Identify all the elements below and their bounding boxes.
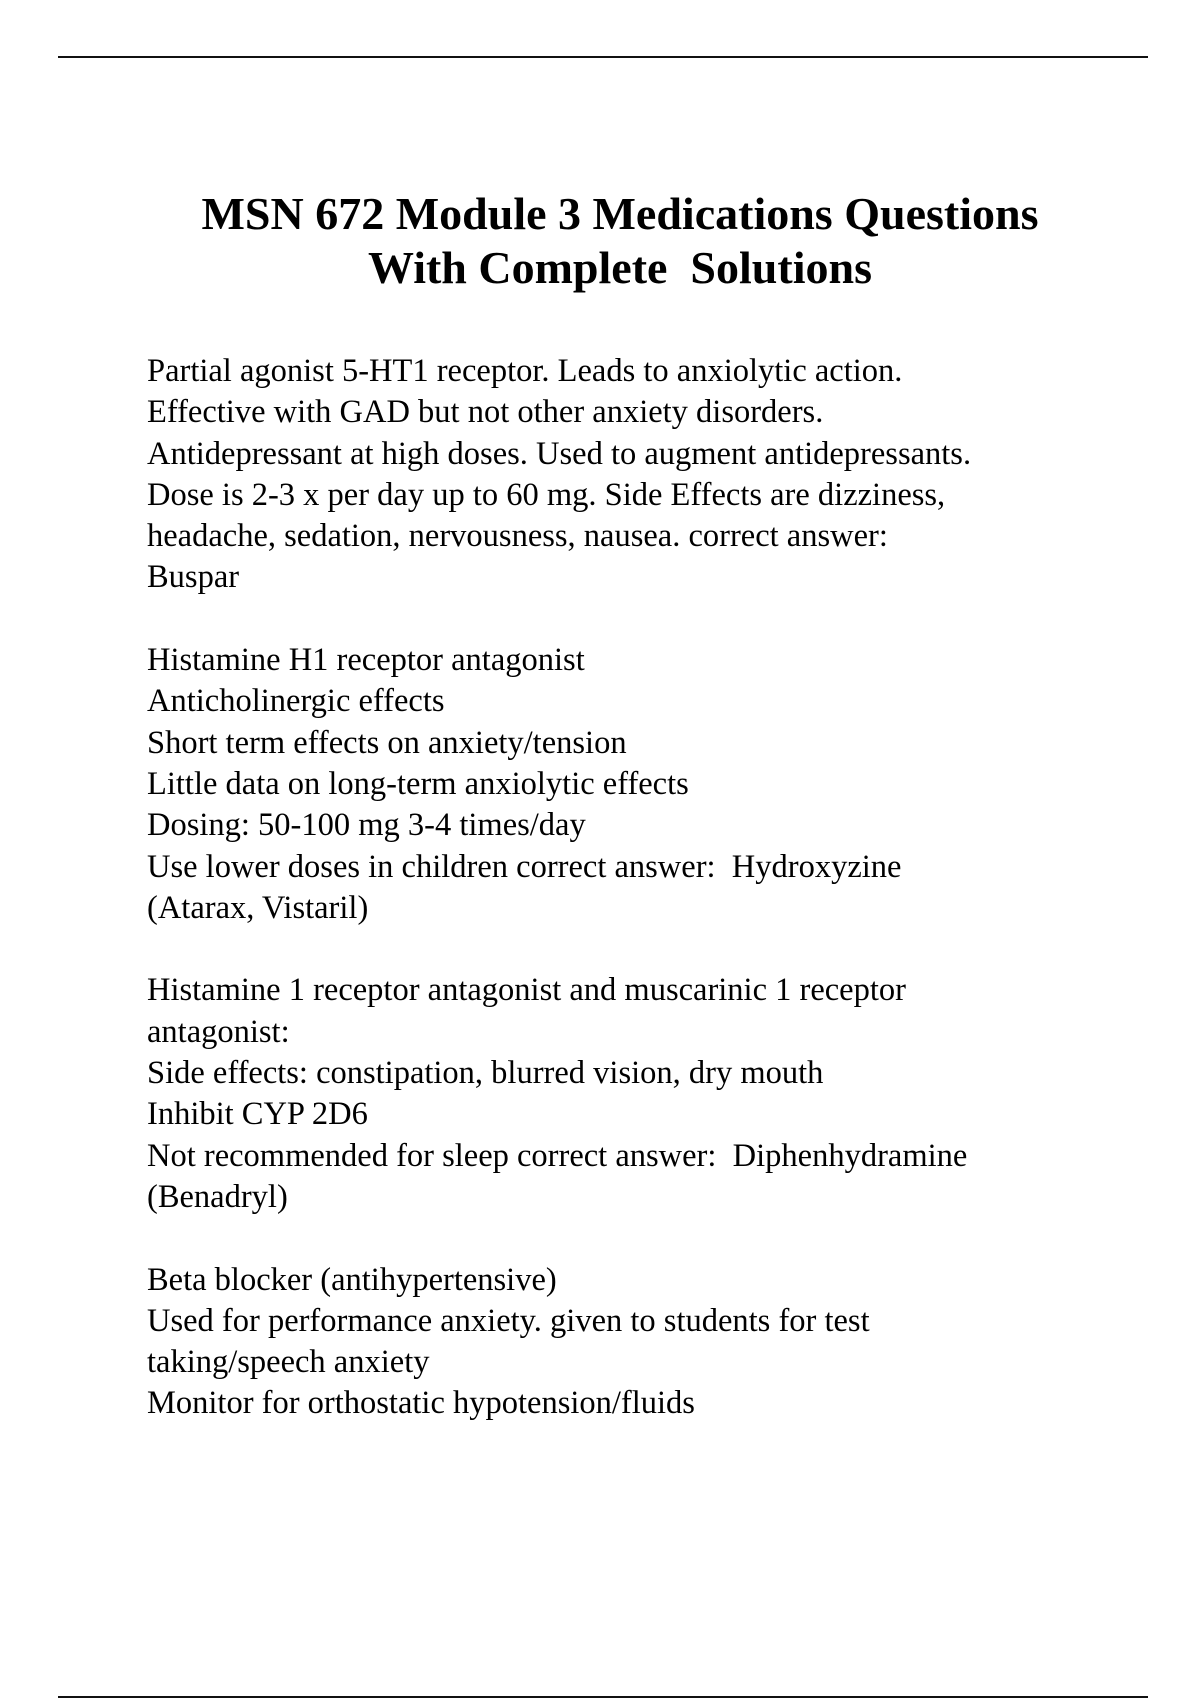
text-line: Monitor for orthostatic hypotension/fluids: [147, 1385, 695, 1422]
blank-line: [147, 1218, 1147, 1259]
text-line: Partial agonist 5-HT1 receptor. Leads to anxiolytic action.: [147, 353, 903, 389]
text-line: Buspar: [147, 559, 240, 596]
text-line: (Atarax, Vistaril): [147, 889, 369, 926]
page-title: [40, 187, 1200, 295]
text-line: (Benadryl): [147, 1178, 288, 1215]
text-line: Histamine H1 receptor antagonist: [147, 642, 585, 679]
text-line: Not recommended for sleep correct answer: Diphenhydramine: [147, 1137, 968, 1174]
text-line: Use lower doses in children correct answer: Hydroxyzine: [147, 848, 902, 885]
text-line: Antidepressant at high doses. Used to augment antidepressants.: [147, 435, 972, 472]
text-line: Effective with GAD but not other anxiety disorders.: [147, 394, 824, 431]
text-line: Used for performance anxiety. given to students for test: [147, 1302, 870, 1339]
text-line: taking/speech anxiety: [147, 1344, 430, 1381]
text-line: Inhibit CYP 2D6: [147, 1096, 368, 1133]
bottom-rule: [58, 1696, 1148, 1698]
text-line: Little data on long-term anxiolytic effects: [147, 765, 689, 802]
document-body: [147, 351, 1147, 1425]
text-line: Anticholinergic effects: [147, 683, 445, 720]
blank-line: [147, 599, 1147, 640]
text-line: headache, sedation, nervousness, nausea. correct answer:: [147, 518, 888, 555]
text-line: Dosing: 50-100 mg 3-4 times/day: [147, 807, 586, 844]
text-line: Histamine 1 receptor antagonist and muscarinic 1 receptor: [147, 972, 906, 1009]
title-line-1: MSN 672 Module 3 Medications Questions: [201, 188, 1039, 239]
text-line: Short term effects on anxiety/tension: [147, 724, 627, 761]
blank-line: [147, 929, 1147, 970]
text-line: Side effects: constipation, blurred vision, dry mouth: [147, 1055, 824, 1092]
top-rule: [58, 56, 1148, 58]
text-line: Beta blocker (antihypertensive): [147, 1261, 557, 1298]
text-line: antagonist:: [147, 1013, 290, 1050]
title-line-2: With Complete Solutions: [368, 242, 872, 293]
text-line: Dose is 2-3 x per day up to 60 mg. Side Effects are dizziness,: [147, 476, 946, 513]
